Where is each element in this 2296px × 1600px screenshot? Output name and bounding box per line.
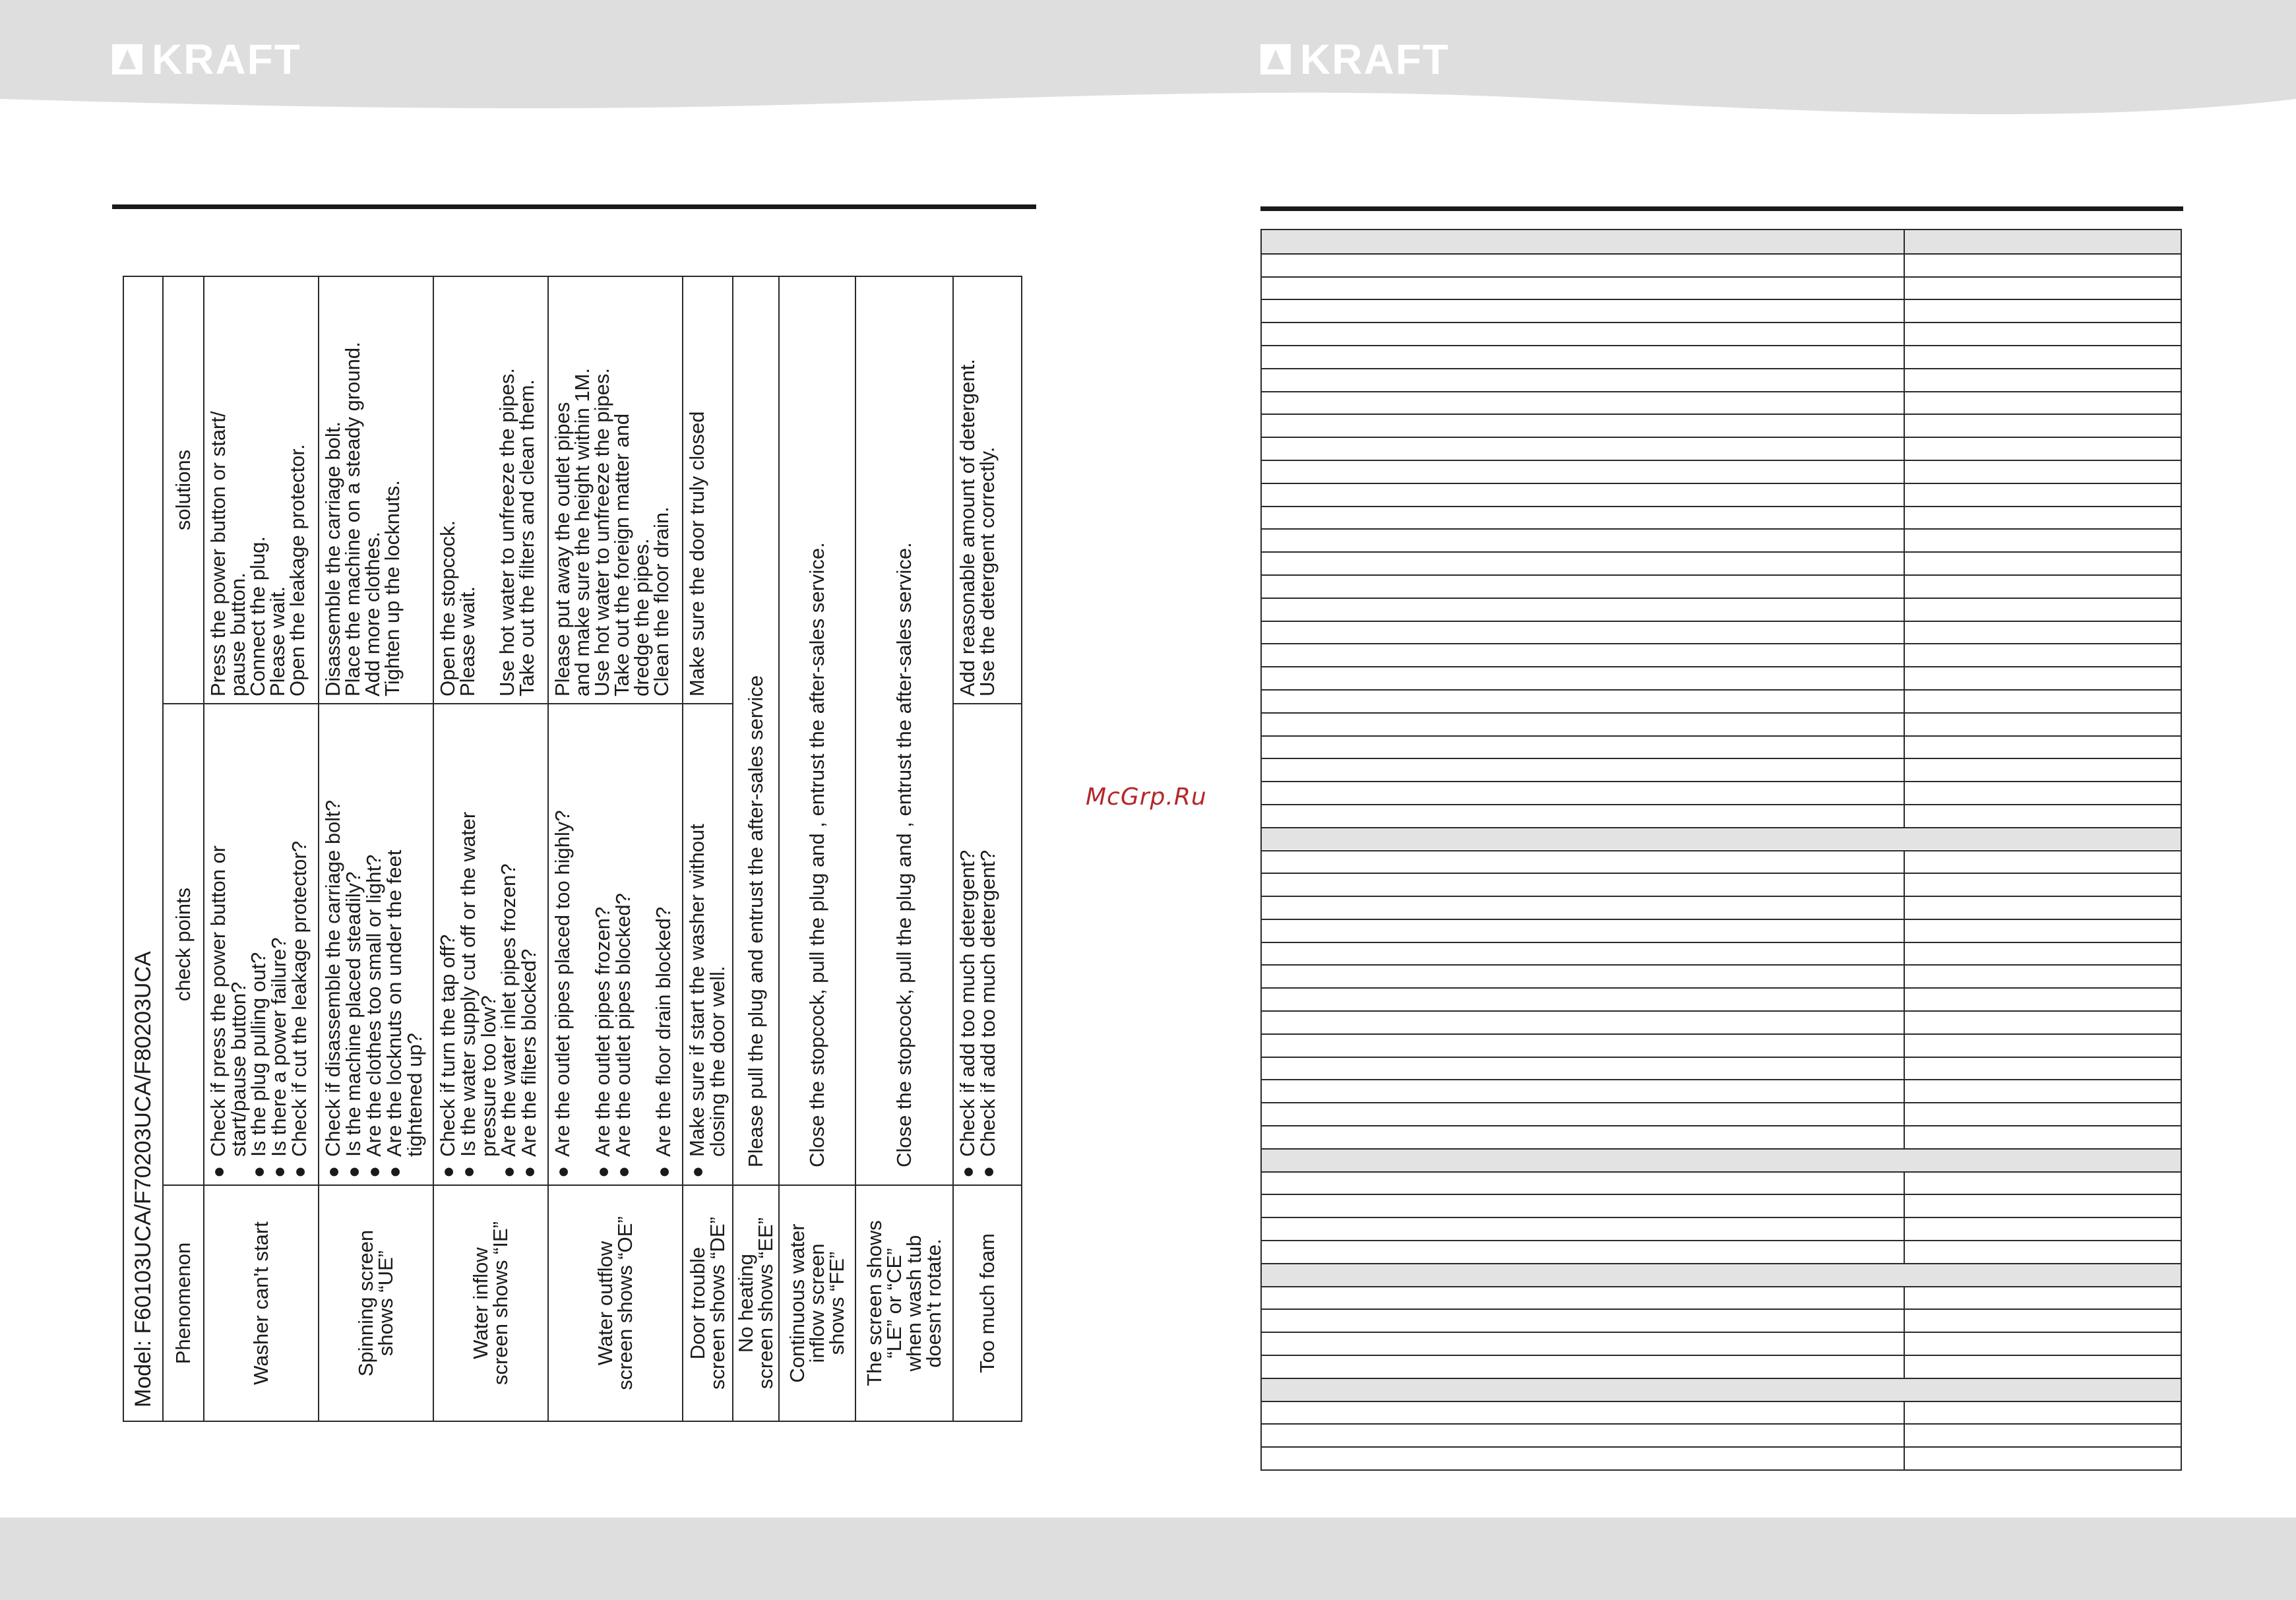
notes-row	[1262, 1423, 2181, 1446]
column-divider	[1904, 1103, 1905, 1125]
text-line: Please wait.	[266, 586, 289, 696]
notes-row	[1262, 437, 2181, 460]
notes-section-row	[1262, 230, 2181, 253]
phenomenon-cell	[953, 1185, 1022, 1421]
notes-section-row	[1262, 1378, 2181, 1401]
text-line: Use hot water to unfreeze the pipes.	[495, 367, 518, 696]
solutions-cell	[683, 276, 733, 704]
notes-row	[1262, 1401, 2181, 1424]
left-header-rule	[112, 204, 1036, 209]
header-solutions: solutions	[163, 276, 204, 704]
text-line: Tighten up the locknuts.	[381, 480, 404, 696]
phenomenon-cell	[733, 1185, 779, 1421]
solutions-cell	[319, 276, 433, 704]
text-line: Please put away the outlet pipes	[551, 402, 574, 696]
phenomenon-cell	[433, 1185, 548, 1421]
column-divider	[1904, 989, 1905, 1010]
notes-row	[1262, 414, 2181, 437]
text-line: Open the leakage protector.	[286, 444, 309, 696]
column-divider	[1904, 897, 1905, 919]
column-divider	[1904, 415, 1905, 437]
notes-row	[1262, 1446, 2181, 1469]
column-divider	[1904, 966, 1905, 987]
troubleshooting-table-container	[123, 277, 1020, 1422]
text-line: pause button.	[226, 572, 249, 696]
phenomenon-cell	[319, 1185, 433, 1421]
solutions-cell	[548, 276, 683, 704]
column-divider	[1904, 346, 1905, 368]
column-divider	[1904, 484, 1905, 506]
notes-row	[1262, 551, 2181, 574]
check-item-cont: tightened up?	[403, 1033, 426, 1157]
notes-row	[1262, 483, 2181, 506]
column-divider	[1904, 1333, 1905, 1355]
notes-row	[1262, 781, 2181, 804]
column-divider	[1904, 323, 1905, 345]
notes-row	[1262, 253, 2181, 276]
check-points-cell	[204, 704, 319, 1185]
check-item-cont: start/pause button?	[227, 981, 250, 1157]
text-line: Water outflow	[594, 1241, 617, 1366]
notes-row	[1262, 987, 2181, 1010]
notes-row	[1262, 804, 2181, 827]
text-line: Take out the foreign matter and	[610, 413, 633, 696]
notes-row	[1262, 621, 2181, 644]
brand-name: KRAFT	[1300, 36, 1450, 83]
table-row	[548, 276, 683, 1421]
text-line: screen shows “DE”	[706, 1217, 729, 1390]
notes-row	[1262, 689, 2181, 712]
notes-row	[1262, 1125, 2181, 1148]
notes-section-row	[1262, 827, 2181, 850]
column-divider	[1904, 278, 1905, 299]
brand-name: KRAFT	[152, 36, 301, 83]
notes-table	[1260, 229, 2182, 1471]
column-divider	[1904, 851, 1905, 873]
check-item: ● Check if cut the leakage protector?	[290, 711, 310, 1178]
notes-row	[1262, 322, 2181, 345]
text-line: Use hot water to unfreeze the pipes.	[590, 367, 613, 696]
column-divider	[1904, 782, 1905, 804]
text-line: shows “FE”	[825, 1251, 848, 1355]
watermark: McGrp.Ru	[1086, 784, 1207, 811]
notes-row	[1262, 850, 2181, 873]
check-points-cell	[683, 704, 733, 1185]
column-divider	[1904, 644, 1905, 666]
column-divider	[1904, 1126, 1905, 1148]
notes-row	[1262, 735, 2181, 758]
text-line: Spinning screen	[354, 1229, 377, 1377]
check-item: ● Make sure if start the washer without	[687, 711, 708, 1178]
notes-row	[1262, 1033, 2181, 1057]
solutions-cell	[953, 276, 1022, 704]
check-item: ● Check if add too much detergent?	[978, 711, 999, 1178]
text-line: when wash tub	[902, 1235, 925, 1372]
text-line: Door trouble	[686, 1246, 709, 1360]
header-row	[163, 276, 204, 1421]
notes-row	[1262, 345, 2181, 368]
check-item: ● Is the water supply cut off or the water	[458, 711, 479, 1178]
notes-row	[1262, 460, 2181, 483]
kraft-logo-right	[1260, 36, 1450, 83]
check-item: ● Are the locknuts on under the feet	[385, 711, 405, 1178]
text-line: Open the stopcock.	[436, 520, 459, 696]
column-divider	[1904, 943, 1905, 965]
check-item: ● Check if turn the tap off?	[438, 711, 458, 1178]
text-line: shows “UE”	[374, 1250, 397, 1357]
column-divider	[1904, 1402, 1905, 1424]
text-line: Add more clothes.	[361, 532, 384, 696]
table-row	[319, 276, 433, 1421]
kraft-logo-left	[112, 36, 301, 83]
solution-span-cell: Close the stopcock, pull the plug and , entrust the after-sales service.	[779, 276, 855, 1185]
text-line: Add reasonable amount of detergent.	[956, 359, 979, 696]
column-divider	[1904, 438, 1905, 460]
notes-section-row	[1262, 1148, 2181, 1171]
text-line: screen shows “IE”	[489, 1221, 512, 1386]
text-line: screen shows “EE”	[754, 1217, 777, 1390]
text-line: Continuous water	[786, 1223, 809, 1383]
column-divider	[1904, 1058, 1905, 1080]
column-divider	[1904, 1035, 1905, 1057]
text-line: Disassemble the carriage bolt.	[321, 421, 344, 696]
table-row	[204, 276, 319, 1421]
check-item: ● Are the outlet pipes blocked?	[613, 711, 634, 1178]
column-divider	[1904, 714, 1905, 735]
phenomenon-cell	[204, 1185, 319, 1421]
phenomenon-cell	[683, 1185, 733, 1421]
header-phenomenon: Phenomenon	[163, 1185, 204, 1421]
solutions-cell	[204, 276, 319, 704]
column-divider	[1904, 1241, 1905, 1263]
footer-band	[0, 1518, 2296, 1600]
check-item: ● Are the water inlet pipes frozen?	[499, 711, 519, 1178]
text-line: inflow screen	[805, 1243, 828, 1363]
check-item: ● Are the filters blocked?	[519, 711, 540, 1178]
kraft-logo-icon	[1260, 44, 1291, 75]
troubleshooting-table	[123, 276, 1022, 1422]
notes-section-row	[1262, 1263, 2181, 1286]
text-line: screen shows “OE”	[613, 1216, 636, 1390]
column-divider	[1904, 622, 1905, 644]
text-line	[478, 284, 497, 696]
model-label: Model: F60103UCA/F70203UCA/F80203UCA	[123, 276, 163, 1421]
column-divider	[1904, 530, 1905, 551]
column-divider	[1904, 300, 1905, 322]
check-item: ● Is there a power failure?	[269, 711, 290, 1178]
column-divider	[1904, 1173, 1905, 1194]
column-divider	[1904, 369, 1905, 391]
text-line: Take out the filters and clean them.	[515, 379, 538, 696]
column-divider	[1904, 805, 1905, 827]
notes-row	[1262, 1240, 2181, 1263]
column-divider	[1904, 1310, 1905, 1332]
check-item: ● Check if disassemble the carriage bolt?	[323, 711, 344, 1178]
solution-span-cell: Close the stopcock, pull the plug and , entrust the after-sales service.	[855, 276, 953, 1185]
column-divider	[1904, 230, 1905, 253]
column-divider	[1904, 599, 1905, 621]
notes-row	[1262, 574, 2181, 598]
text-line: Make sure the door truly closed	[685, 411, 708, 696]
notes-row	[1262, 276, 2181, 299]
notes-row	[1262, 506, 2181, 529]
spacer	[573, 711, 593, 1178]
column-divider	[1904, 1425, 1905, 1446]
phenomenon-cell	[855, 1185, 953, 1421]
spacer	[634, 711, 654, 1178]
text-line: Water inflow	[469, 1247, 492, 1359]
column-divider	[1904, 461, 1905, 483]
header-band	[0, 0, 2296, 132]
phenomenon-cell	[548, 1185, 683, 1421]
notes-row	[1262, 528, 2181, 551]
notes-row	[1262, 1308, 2181, 1332]
column-divider	[1904, 1287, 1905, 1309]
check-points-cell	[548, 704, 683, 1185]
notes-row	[1262, 964, 2181, 987]
notes-row	[1262, 299, 2181, 322]
text-line: No heating	[734, 1254, 757, 1353]
notes-row	[1262, 896, 2181, 919]
text-line: Clean the floor drain.	[650, 507, 673, 696]
notes-row	[1262, 942, 2181, 965]
check-item: ● Are the floor drain blocked?	[654, 711, 674, 1178]
table-row	[683, 276, 733, 1421]
text-line: dredge the pipes.	[630, 538, 653, 696]
table-row	[733, 276, 779, 1421]
notes-row	[1262, 1010, 2181, 1033]
notes-row	[1262, 391, 2181, 414]
model-row	[123, 276, 163, 1421]
notes-row	[1262, 1332, 2181, 1355]
check-item: ● Are the outlet pipes frozen?	[593, 711, 613, 1178]
notes-row	[1262, 598, 2181, 621]
column-divider	[1904, 1195, 1905, 1217]
check-item: ● Check if press the power button or	[208, 711, 229, 1178]
check-item: ● Are the outlet pipes placed too highly?	[553, 711, 573, 1178]
table-row	[779, 276, 855, 1421]
column-divider	[1904, 920, 1905, 942]
notes-row	[1262, 1102, 2181, 1125]
check-points-cell	[953, 704, 1022, 1185]
notes-row	[1262, 368, 2181, 391]
column-divider	[1904, 553, 1905, 574]
column-divider	[1904, 691, 1905, 712]
notes-row	[1262, 1057, 2181, 1080]
notes-row	[1262, 873, 2181, 896]
text-line: Washer can't start	[249, 1221, 272, 1385]
notes-row	[1262, 1194, 2181, 1217]
check-points-cell	[319, 704, 433, 1185]
text-line: Connect the plug.	[246, 536, 269, 696]
check-item: ● Is the machine placed steadily?	[344, 711, 364, 1178]
text-line: Please wait.	[456, 586, 479, 696]
text-line: doesn't rotate.	[922, 1239, 945, 1368]
text-line: Use the detergent correctly.	[976, 446, 999, 696]
check-points-cell	[433, 704, 548, 1185]
notes-row	[1262, 1286, 2181, 1309]
right-header-rule	[1260, 206, 2183, 211]
notes-row	[1262, 643, 2181, 666]
phenomenon-cell	[779, 1185, 855, 1421]
check-item-cont: closing the door well.	[706, 966, 729, 1157]
text-line: Too much foam	[976, 1233, 999, 1373]
notes-row	[1262, 712, 2181, 735]
notes-row	[1262, 1079, 2181, 1102]
column-divider	[1904, 507, 1905, 529]
notes-row	[1262, 1171, 2181, 1194]
notes-row	[1262, 666, 2181, 689]
column-divider	[1904, 576, 1905, 598]
check-item: ● Are the clothes too small or light?	[364, 711, 385, 1178]
kraft-logo-icon	[112, 44, 142, 75]
solutions-cell	[433, 276, 548, 704]
text-line: Place the machine on a steady ground.	[341, 342, 364, 696]
table-row	[953, 276, 1022, 1421]
column-divider	[1904, 1012, 1905, 1033]
column-divider	[1904, 392, 1905, 414]
check-item: ● Is the plug pulling out?	[249, 711, 269, 1178]
notes-row	[1262, 1217, 2181, 1240]
check-item: ● Check if add too much detergent?	[958, 711, 978, 1178]
column-divider	[1904, 255, 1905, 276]
column-divider	[1904, 737, 1905, 758]
column-divider	[1904, 874, 1905, 896]
solution-span-cell: Please pull the plug and entrust the after-sales service	[733, 276, 779, 1185]
notes-row	[1262, 919, 2181, 942]
text-line: and make sure the height within 1M.	[571, 368, 594, 696]
check-item-cont: pressure too low?	[477, 995, 500, 1157]
column-divider	[1904, 1080, 1905, 1102]
text-line: Press the power button or start/	[206, 411, 230, 696]
column-divider	[1904, 1356, 1905, 1378]
notes-row	[1262, 758, 2181, 781]
header-check-points: check points	[163, 704, 204, 1185]
column-divider	[1904, 1448, 1905, 1469]
text-line: The screen shows	[863, 1220, 886, 1386]
table-row	[855, 276, 953, 1421]
text-line: “LE” or “CE”	[883, 1248, 906, 1359]
column-divider	[1904, 667, 1905, 689]
column-divider	[1904, 1218, 1905, 1240]
column-divider	[1904, 759, 1905, 781]
table-row	[433, 276, 548, 1421]
notes-row	[1262, 1355, 2181, 1378]
